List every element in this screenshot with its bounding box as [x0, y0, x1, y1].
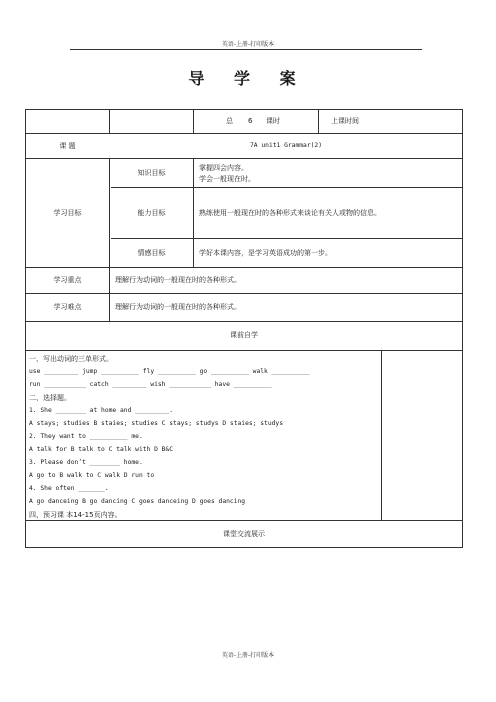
emotion-objective-line: 学好本课内容，是学习英语成功的第一步。	[199, 249, 332, 257]
row-divider	[26, 267, 462, 268]
row-divider	[26, 158, 462, 159]
self-study-label: 课前自学	[230, 331, 258, 339]
col-divider	[381, 350, 382, 520]
row-divider	[26, 293, 462, 294]
topic-label: 课 题	[59, 142, 76, 150]
objectives-label: 学习目标	[53, 209, 82, 217]
page-footer: 英语-上册-打印版本	[221, 652, 275, 659]
class-exchange-label: 课堂交流展示	[223, 530, 265, 538]
key-point-value: 理解行为动词的一般现在时的各种形式。	[115, 276, 241, 284]
knowledge-objective-line: 学会一般现在时。	[199, 175, 255, 183]
self-study-line: A stays; studies B staies; studies C stays; studys D staies; studys	[29, 420, 284, 427]
self-study-line: A go to B walk to C walk D run to	[29, 472, 155, 479]
header-rule	[70, 49, 422, 50]
row-divider	[26, 520, 462, 521]
knowledge-objective-line: 掌握四会内容。	[199, 164, 248, 172]
self-study-line: run ___________ catch _________ wish ___________ have __________	[29, 381, 272, 388]
ability-objective-line: 熟练使用一般现在时的各种形式来谈论有关人或物的信息。	[199, 209, 381, 217]
difficult-point-label: 学习难点	[53, 303, 82, 311]
key-point-label: 学习重点	[53, 276, 82, 284]
self-study-line: A talk for B talk to C talk with D B&C	[29, 446, 174, 453]
lesson-plan-table	[25, 109, 463, 548]
page-title: 导 学 案	[188, 69, 308, 88]
difficult-point-value: 理解行为动词的一般现在时的各种形式。	[115, 303, 241, 311]
self-study-line: 四、预习课 本14-15页内容。	[29, 511, 122, 519]
row-divider	[26, 133, 462, 134]
period-label: 课时	[266, 117, 280, 125]
class-time-label: 上课时间	[331, 117, 359, 125]
col-divider	[109, 110, 110, 133]
self-study-line: 3. Please don’t ________ home.	[29, 459, 143, 466]
self-study-line: A go danceing B go dancing C goes danceing D goes dancing	[29, 498, 246, 505]
row-divider	[26, 321, 462, 322]
self-study-line: use _________ jump __________ fly __________ go __________ walk __________	[29, 368, 310, 375]
col-divider	[193, 158, 194, 267]
ability-objective-label: 能力目标	[137, 209, 166, 217]
topic-value: 7A unit1 Grammar(2)	[249, 142, 323, 149]
row-divider	[111, 187, 462, 188]
emotion-objective-label: 情感目标	[137, 249, 166, 257]
self-study-line: 1. She ________ at home and _________.	[29, 407, 174, 414]
self-study-line: 一、写出动词的三单形式。	[29, 355, 113, 363]
knowledge-objective-label: 知识目标	[137, 169, 166, 177]
period-count: 6	[248, 117, 253, 125]
page-header: 英语-上册-打印版本	[221, 41, 275, 48]
total-label: 总	[226, 117, 233, 125]
self-study-line: 二、选择题。	[29, 394, 71, 402]
self-study-line: 4. She often _______.	[29, 485, 109, 492]
col-divider	[318, 110, 319, 133]
col-divider	[109, 158, 110, 321]
row-divider	[111, 238, 462, 239]
row-divider	[26, 350, 462, 351]
self-study-line: 2. They want to __________ me.	[29, 433, 143, 440]
col-divider	[193, 110, 194, 133]
